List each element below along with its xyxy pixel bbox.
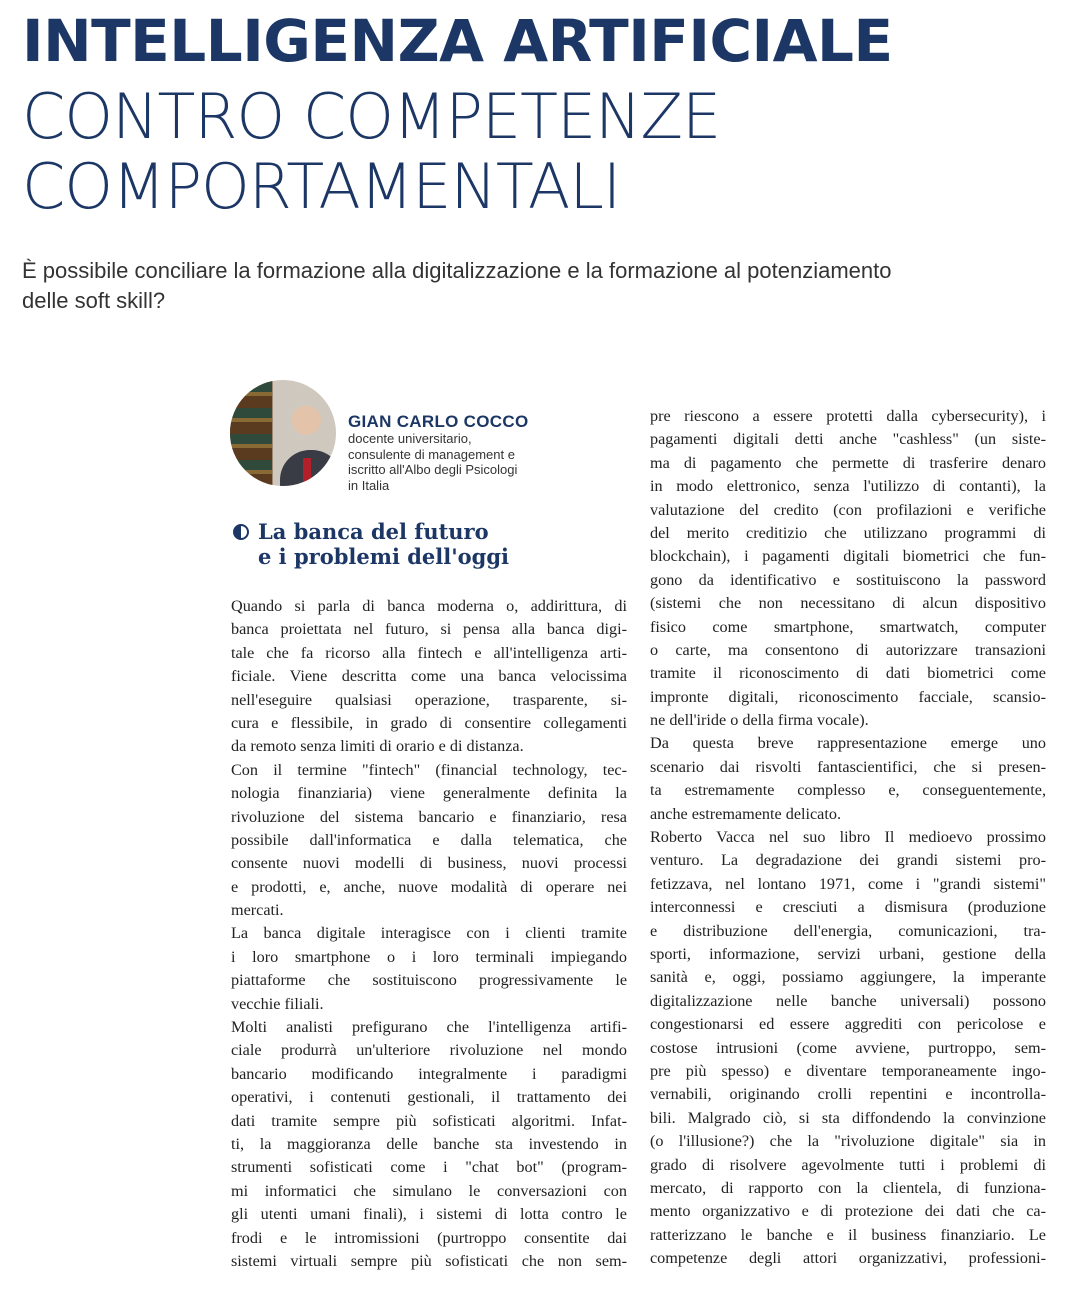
- body-text-line: ficiale. Viene descritta come una banca velocissima: [231, 667, 627, 686]
- body-text-line: rivoluzione del sistema bancario e finanziario, resa: [231, 807, 627, 826]
- author-tie: [303, 458, 311, 486]
- author-bio-line: consulente di management e: [348, 446, 515, 462]
- body-text-line: competenze degli attori organizzativi, professioni-: [650, 1249, 1046, 1268]
- author-bio-line: iscritto all'Albo degli Psicologi: [348, 462, 518, 477]
- body-text-line: (o l'illusione?) che la "rivoluzione digitale" sia in: [650, 1132, 1046, 1151]
- body-text-line: banca proiettata nel futuro, si pensa alla banca digi-: [231, 620, 627, 639]
- body-text-line: o carte, ma consentono di autorizzare transazioni: [650, 640, 1046, 659]
- body-text-line: e prodotti, e, anche, nuove modalità di operare nei: [231, 877, 627, 896]
- body-text-line: mercati.: [231, 901, 284, 920]
- author-photo: [230, 380, 336, 486]
- article-title: INTELLIGENZA ARTIFICIALE: [22, 7, 893, 75]
- body-text-line: La banca digitale interagisce con i clienti tramite: [231, 924, 627, 943]
- body-text-line: costose intrusioni (come avviene, purtroppo, sem-: [650, 1038, 1046, 1057]
- body-text-line: blockchain), i pagamenti digitali biometrici che fun-: [650, 547, 1046, 566]
- body-text-line: ta estremamente complesso e, conseguentemente,: [650, 781, 1046, 800]
- body-text-line: i loro smartphone o i loro terminali impiegando: [231, 947, 627, 966]
- body-text-line: pre più spesso) e diventare temporaneamente ingo-: [650, 1061, 1046, 1080]
- body-text-line: vecchie filiali.: [231, 994, 324, 1013]
- body-text-line: operativi, i contenuti gestionali, il trattamento dei: [231, 1088, 627, 1107]
- body-text-line: venturo. La degradazione dei grandi sistemi pro-: [650, 851, 1046, 870]
- body-text-line: gono da identificativo e sostituiscono la password: [650, 570, 1046, 589]
- body-text-line: in modo elettronico, senza l'utilizzo di contanti), la: [650, 477, 1046, 496]
- body-text-line: e distribuzione dell'energia, comunicazioni, tra-: [650, 921, 1046, 940]
- author-bio: [348, 431, 588, 493]
- body-text-line: sporti, informazione, servizi urbani, gestione della: [650, 944, 1046, 963]
- body-text-line: ratterizzano le banche e il business finanziario. Le: [650, 1225, 1046, 1244]
- section-heading-line: La banca del futuro: [258, 519, 489, 544]
- body-text-line: del merito creditizio che utilizzano programmi di: [650, 523, 1046, 542]
- body-text-line: pagamenti digitali detti anche "cashless" (un siste-: [650, 430, 1046, 449]
- body-text-line: fetizzava, nel lontano 1971, come i "grandi sistemi": [650, 874, 1046, 893]
- body-text-line: ti, la maggioranza delle banche sta investendo in: [231, 1134, 627, 1153]
- body-text-line: vernabili, originando crolli repentini e incontrolla-: [650, 1085, 1046, 1104]
- body-text-line: digitalizzazione nelle banche universali) possono: [650, 991, 1046, 1010]
- body-text-line: mento organizzativo e di protezione dei dati che ca-: [650, 1202, 1046, 1221]
- body-text-line: frodi e le intromissioni (purtroppo consentite dai: [231, 1228, 627, 1247]
- body-text-line: dati tramite sempre più sofisticati algoritmi. Infat-: [231, 1111, 627, 1130]
- body-text-line: strumenti sofisticati come i "chat bot" (program-: [231, 1158, 627, 1177]
- body-text-line: fisico come smartphone, smartwatch, computer: [650, 617, 1046, 636]
- section-heading-line: e i problemi dell'oggi: [258, 544, 510, 569]
- body-text-line: ne dell'iride o della firma vocale).: [650, 711, 869, 730]
- body-text-line: da remoto senza limiti di orario e di distanza.: [231, 737, 524, 756]
- body-text-line: Da questa breve rappresentazione emerge uno: [650, 734, 1046, 753]
- body-text-line: nell'eseguire qualsiasi operazione, trasparente, si-: [231, 690, 627, 709]
- author-name: GIAN CARLO COCCO: [348, 412, 529, 431]
- bookshelf-background: [230, 380, 272, 486]
- author-bio-line: in Italia: [348, 477, 390, 493]
- body-text-line: sistemi virtuali sempre più sofisticati che non sem-: [231, 1251, 627, 1270]
- body-text-line: cura e flessibile, in grado di consentire collegamenti: [231, 713, 627, 732]
- body-text-line: tale che fa ricorso alla fintech e all'intelligenza arti-: [231, 643, 627, 662]
- body-text-line: bili. Malgrado ciò, si sta diffondendo la convinzione: [650, 1108, 1046, 1127]
- body-text-line: possibile dall'informatica e dalla telematica, che: [231, 830, 627, 849]
- body-text-line: bancario modificando integralmente i paradigmi: [231, 1064, 627, 1083]
- body-text-line: congestionarsi ed essere aggrediti con pericolose e: [650, 1015, 1046, 1034]
- body-text-line: consente nuovi modelli di business, nuovi processi: [231, 854, 627, 873]
- body-text-line: pre riescono a essere protetti dalla cybersecurity), i: [650, 407, 1046, 425]
- body-text-line: valutazione del credito (con profilazioni e verifiche: [650, 500, 1046, 519]
- body-text-line: Molti analisti prefigurano che l'intelligenza artifi-: [231, 1018, 627, 1037]
- body-text-line: ciale produrrà un'ulteriore rivoluzione nel mondo: [231, 1041, 627, 1060]
- body-text-line: anche estremamente delicato.: [650, 804, 842, 823]
- article-subtitle-line: COMPORTAMENTALI: [22, 150, 621, 223]
- section-heading: [258, 519, 509, 569]
- body-column-left: [231, 595, 627, 1273]
- half-filled-circle-icon: [233, 524, 249, 540]
- body-text-line: grado di risolvere agevolmente tutti i problemi di: [650, 1155, 1046, 1174]
- body-text-line: sanità e, oggi, possiamo aggiungere, la imperante: [650, 968, 1046, 987]
- body-column-right: [650, 405, 1046, 1270]
- body-text-line: tramite il riconoscimento di dati biometrici come: [650, 664, 1046, 683]
- body-text-line: ma di pagamento che permette di trasferire denaro: [650, 453, 1046, 472]
- body-text-line: Con il termine "fintech" (financial technology, tec-: [231, 760, 627, 779]
- body-text-line: interconnessi e cresciuti a dismisura (produzione: [650, 898, 1046, 917]
- article-subtitle-line: CONTRO COMPETENZE: [22, 80, 721, 153]
- body-text-line: mercato, di rapporto con la clientela, di funziona-: [650, 1178, 1046, 1197]
- body-text-line: scenario dai risvolti fantascientifici, che si presen-: [650, 757, 1046, 776]
- body-text-line: Quando si parla di banca moderna o, addirittura, di: [231, 597, 627, 615]
- body-text-line: nologia finanziaria) viene generalmente definita la: [231, 784, 627, 803]
- standfirst: È possibile conciliare la formazione alla digitalizzazione e la formazione al potenziamento delle soft skill?: [22, 258, 892, 313]
- article-subtitle: [22, 82, 720, 222]
- body-text-line: piattaforme che sostituiscono progressivamente le: [231, 971, 627, 990]
- body-text-line: (sistemi che non necessitano di alcun dispositivo: [650, 594, 1046, 613]
- author-bio-line: docente universitario,: [348, 431, 472, 446]
- body-text-line: gli utenti umani finali), i sistemi di lotta contro le: [231, 1205, 627, 1224]
- body-text-line: Roberto Vacca nel suo libro Il medioevo prossimo: [650, 828, 1046, 847]
- body-text-line: impronte digitali, riconoscimento facciale, scansio-: [650, 687, 1046, 706]
- body-text-line: mi informatici che simulano le conversazioni con: [231, 1181, 627, 1200]
